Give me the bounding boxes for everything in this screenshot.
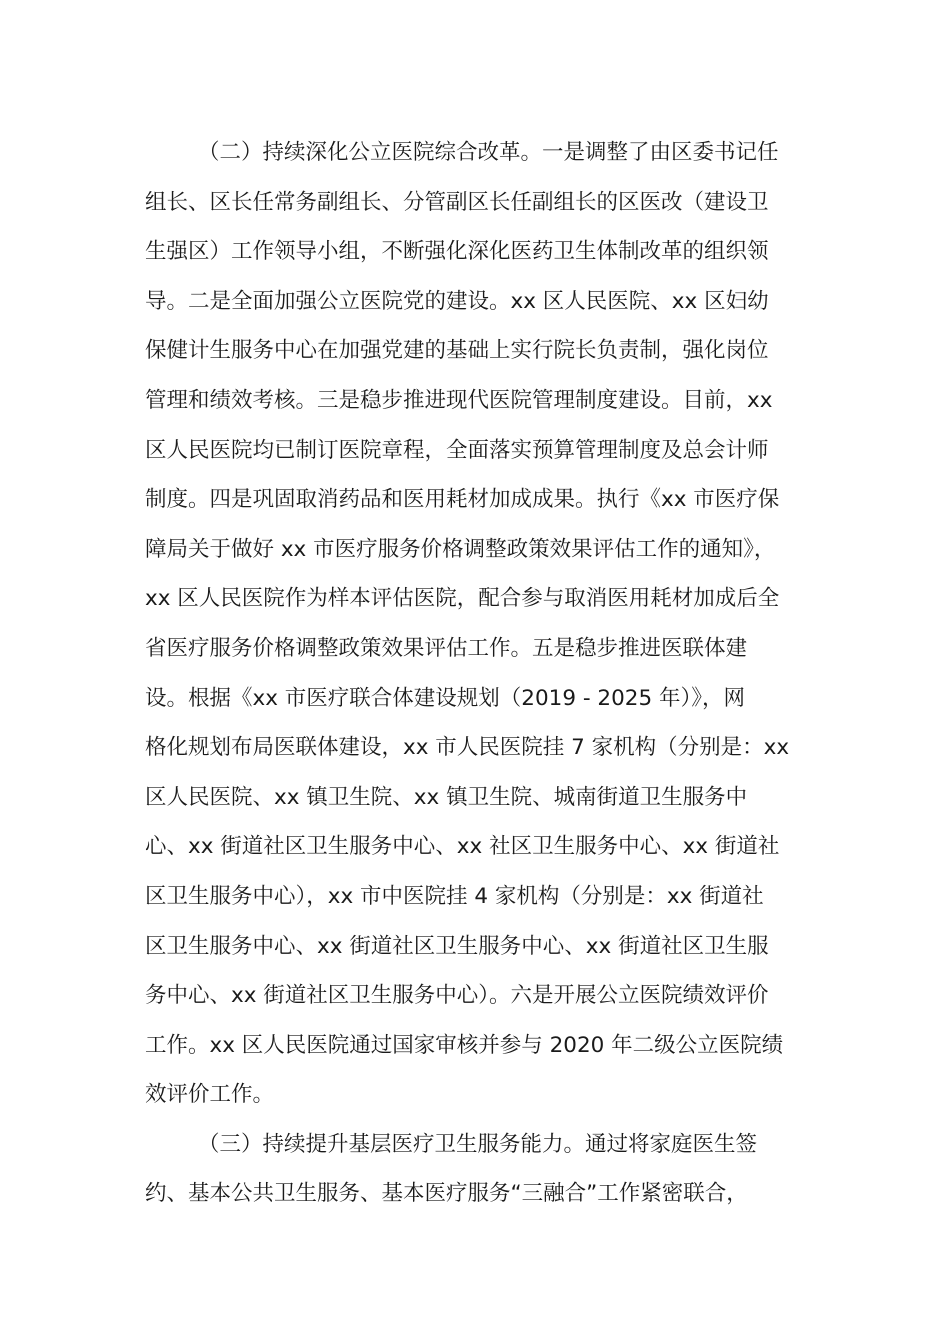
text-line: 心、xx 街道社区卫生服务中心、xx 社区卫生服务中心、xx 街道社 bbox=[145, 834, 780, 860]
text-line: 约、基本公共卫生服务、基本医疗服务“三融合”工作紧密联合， bbox=[145, 1181, 748, 1207]
document-body bbox=[145, 128, 815, 1219]
text-line: 区卫生服务中心），xx 市中医院挂 4 家机构（分别是：xx 街道社 bbox=[145, 883, 764, 909]
text-line: 区人民医院、xx 镇卫生院、xx 镇卫生院、城南街道卫生服务中 bbox=[145, 784, 748, 810]
text-line: 格化规划布局医联体建设，xx 市人民医院挂 7 家机构（分别是：xx bbox=[145, 735, 790, 761]
text-line: 区卫生服务中心、xx 街道社区卫生服务中心、xx 街道社区卫生服 bbox=[145, 933, 769, 959]
text-line: 制度。四是巩固取消药品和医用耗材加成成果。执行《xx 市医疗保 bbox=[145, 487, 780, 513]
text-line: xx 区人民医院作为样本评估医院，配合参与取消医用耗材加成后全 bbox=[145, 586, 780, 612]
text-line: 区人民医院均已制订医院章程，全面落实预算管理制度及总会计师 bbox=[145, 437, 769, 463]
text-line: （三）持续提升基层医疗卫生服务能力。通过将家庭医生签 bbox=[198, 1131, 758, 1157]
text-line: 务中心、xx 街道社区卫生服务中心）。六是开展公立医院绩效评价 bbox=[145, 983, 769, 1009]
text-line: 效评价工作。 bbox=[145, 1082, 275, 1108]
text-line: 障局关于做好 xx 市医疗服务价格调整政策效果评估工作的通知》， bbox=[145, 536, 776, 562]
text-line: 导。二是全面加强公立医院党的建设。xx 区人民医院、xx 区妇幼 bbox=[145, 288, 769, 314]
text-line: 省医疗服务价格调整政策效果评估工作。五是稳步推进医联体建 bbox=[145, 635, 748, 661]
text-line: （二）持续深化公立医院综合改革。一是调整了由区委书记任 bbox=[198, 140, 779, 165]
text-line: 工作。xx 区人民医院通过国家审核并参与 2020 年二级公立医院绩 bbox=[145, 1032, 784, 1058]
text-line: 生强区）工作领导小组，不断强化深化医药卫生体制改革的组织领 bbox=[145, 239, 769, 265]
text-line: 管理和绩效考核。三是稳步推进现代医院管理制度建设。目前，xx bbox=[145, 387, 773, 413]
text-line: 保健计生服务中心在加强党建的基础上实行院长负责制，强化岗位 bbox=[145, 338, 769, 364]
text-line: 组长、区长任常务副组长、分管副区长任副组长的区医改（建设卫 bbox=[145, 189, 769, 215]
text-line: 设。根据《xx 市医疗联合体建设规划（2019 - 2025 年）》，网 bbox=[145, 685, 745, 711]
